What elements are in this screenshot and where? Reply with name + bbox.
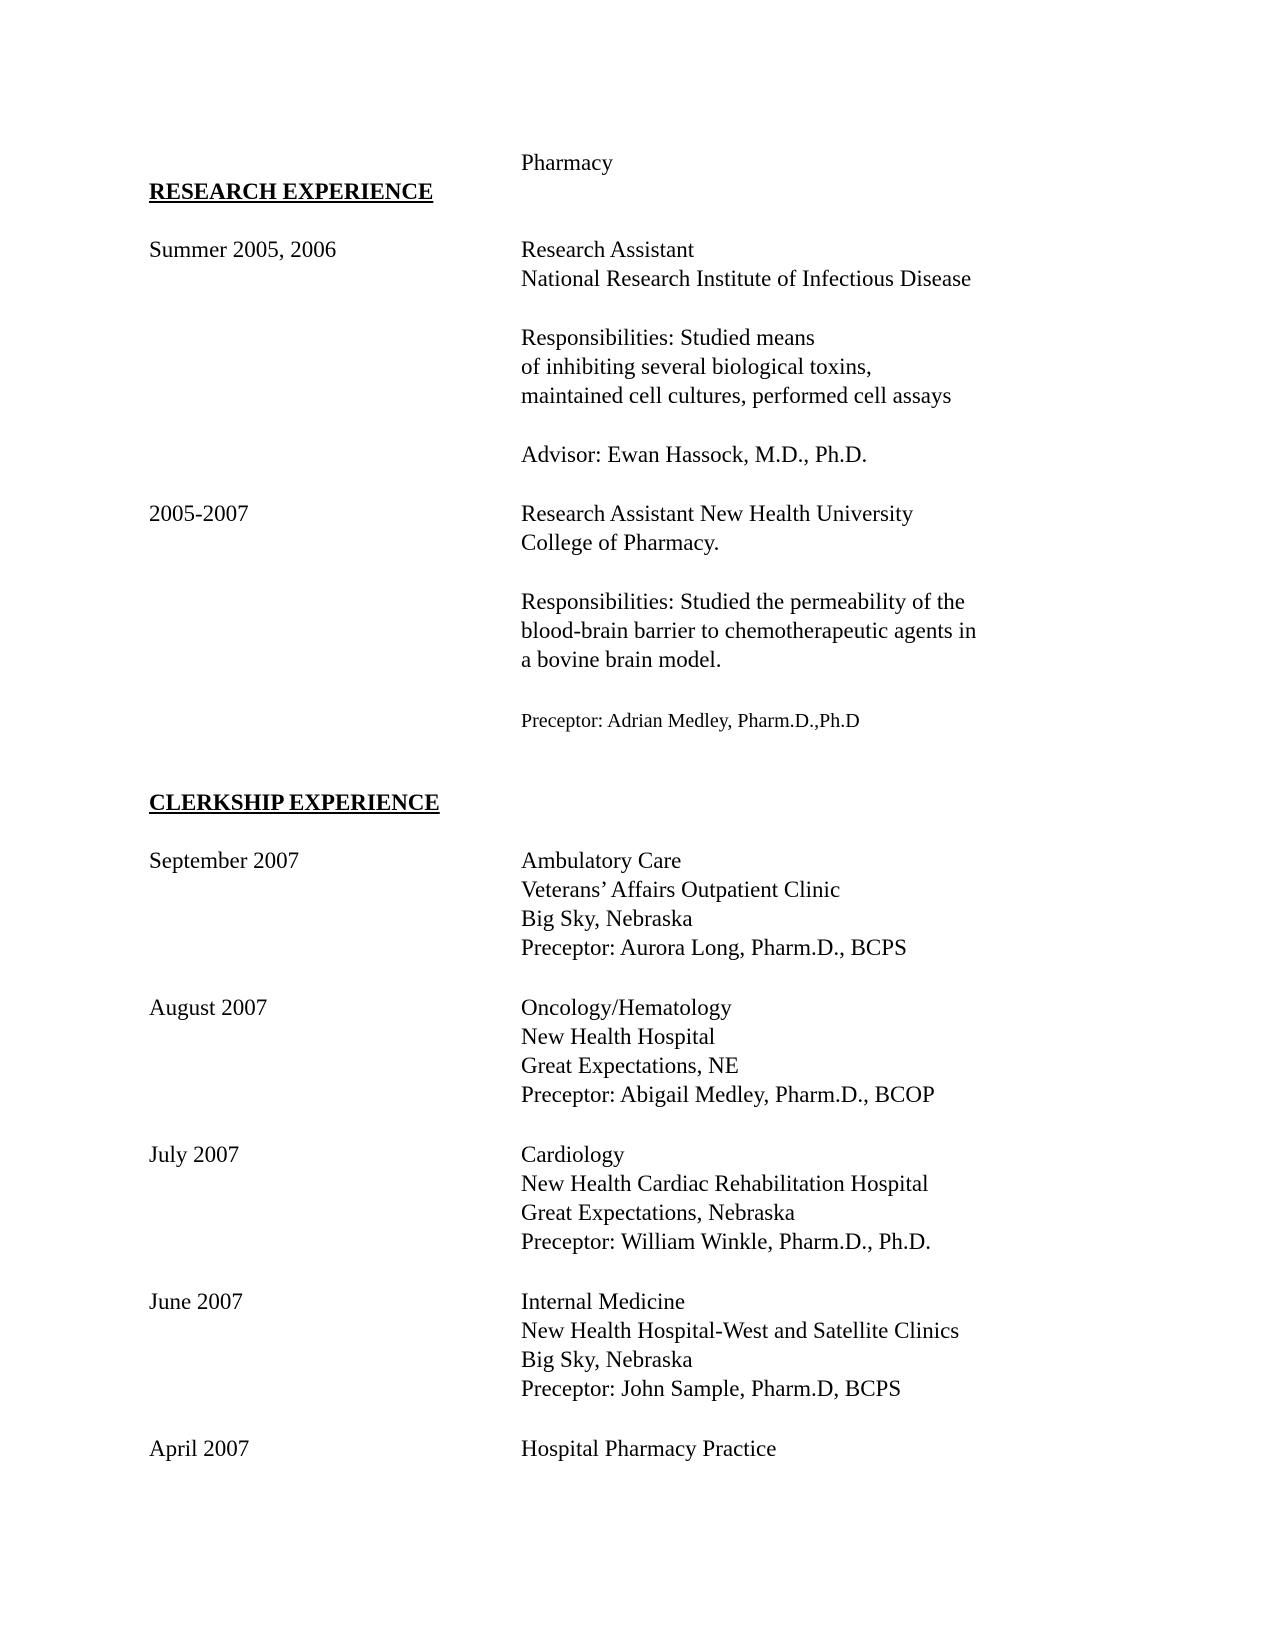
research-entry-2-title: Research Assistant New Health University: [521, 501, 914, 526]
clerkship-entry-2-preceptor: Preceptor: Abigail Medley, Pharm.D., BCOP: [521, 1082, 935, 1107]
clerkship-entry-2-location: Great Expectations, NE: [521, 1053, 739, 1078]
research-entry-2-preceptor: Preceptor: Adrian Medley, Pharm.D.,Ph.D: [521, 710, 860, 732]
research-entry-1-institution: National Research Institute of Infectious Disease: [521, 266, 972, 291]
clerkship-entry-1-date: September 2007: [149, 848, 300, 873]
research-entry-2-responsibilities-line: blood-brain barrier to chemotherapeutic agents in: [521, 618, 977, 643]
research-entry-2-institution: College of Pharmacy.: [521, 530, 720, 555]
clerkship-entry-4-specialty: Internal Medicine: [521, 1289, 686, 1314]
clerkship-entry-2-specialty: Oncology/Hematology: [521, 995, 732, 1020]
clerkship-entry-4-date: June 2007: [149, 1289, 243, 1314]
research-entry-2-responsibilities-line: a bovine brain model.: [521, 647, 722, 672]
research-entry-2-responsibilities-line: Responsibilities: Studied the permeability of the: [521, 589, 965, 614]
clerkship-entry-3-site: New Health Cardiac Rehabilitation Hospital: [521, 1171, 929, 1196]
research-entry-1-title: Research Assistant: [521, 237, 695, 262]
clerkship-entry-3-date: July 2007: [149, 1142, 240, 1167]
research-entry-2-date: 2005-2007: [149, 501, 249, 526]
clerkship-entry-3-specialty: Cardiology: [521, 1142, 625, 1167]
research-heading: RESEARCH EXPERIENCE: [149, 179, 434, 204]
clerkship-entry-5-specialty: Hospital Pharmacy Practice: [521, 1436, 777, 1461]
clerkship-entry-3-preceptor: Preceptor: William Winkle, Pharm.D., Ph.D.: [521, 1229, 931, 1254]
clerkship-entry-1-location: Big Sky, Nebraska: [521, 906, 693, 931]
clerkship-entry-1-specialty: Ambulatory Care: [521, 848, 682, 873]
clerkship-entry-2-site: New Health Hospital: [521, 1024, 716, 1049]
continuation-text: Pharmacy: [521, 150, 613, 175]
clerkship-entry-3-location: Great Expectations, Nebraska: [521, 1200, 795, 1225]
clerkship-entry-4-location: Big Sky, Nebraska: [521, 1347, 693, 1372]
research-entry-1-responsibilities-line: Responsibilities: Studied means: [521, 325, 815, 350]
clerkship-entry-5-date: April 2007: [149, 1436, 250, 1461]
research-entry-1-date: Summer 2005, 2006: [149, 237, 337, 262]
research-entry-1-responsibilities-line: of inhibiting several biological toxins,: [521, 354, 872, 379]
clerkship-entry-1-preceptor: Preceptor: Aurora Long, Pharm.D., BCPS: [521, 935, 907, 960]
clerkship-entry-1-site: Veterans’ Affairs Outpatient Clinic: [521, 877, 841, 902]
clerkship-entry-4-preceptor: Preceptor: John Sample, Pharm.D, BCPS: [521, 1376, 902, 1401]
clerkship-entry-2-date: August 2007: [149, 995, 268, 1020]
clerkship-entry-4-site: New Health Hospital-West and Satellite Clinics: [521, 1318, 960, 1343]
clerkship-heading: CLERKSHIP EXPERIENCE: [149, 790, 440, 815]
research-entry-1-advisor: Advisor: Ewan Hassock, M.D., Ph.D.: [521, 442, 868, 467]
research-entry-1-responsibilities-line: maintained cell cultures, performed cell assays: [521, 383, 952, 408]
